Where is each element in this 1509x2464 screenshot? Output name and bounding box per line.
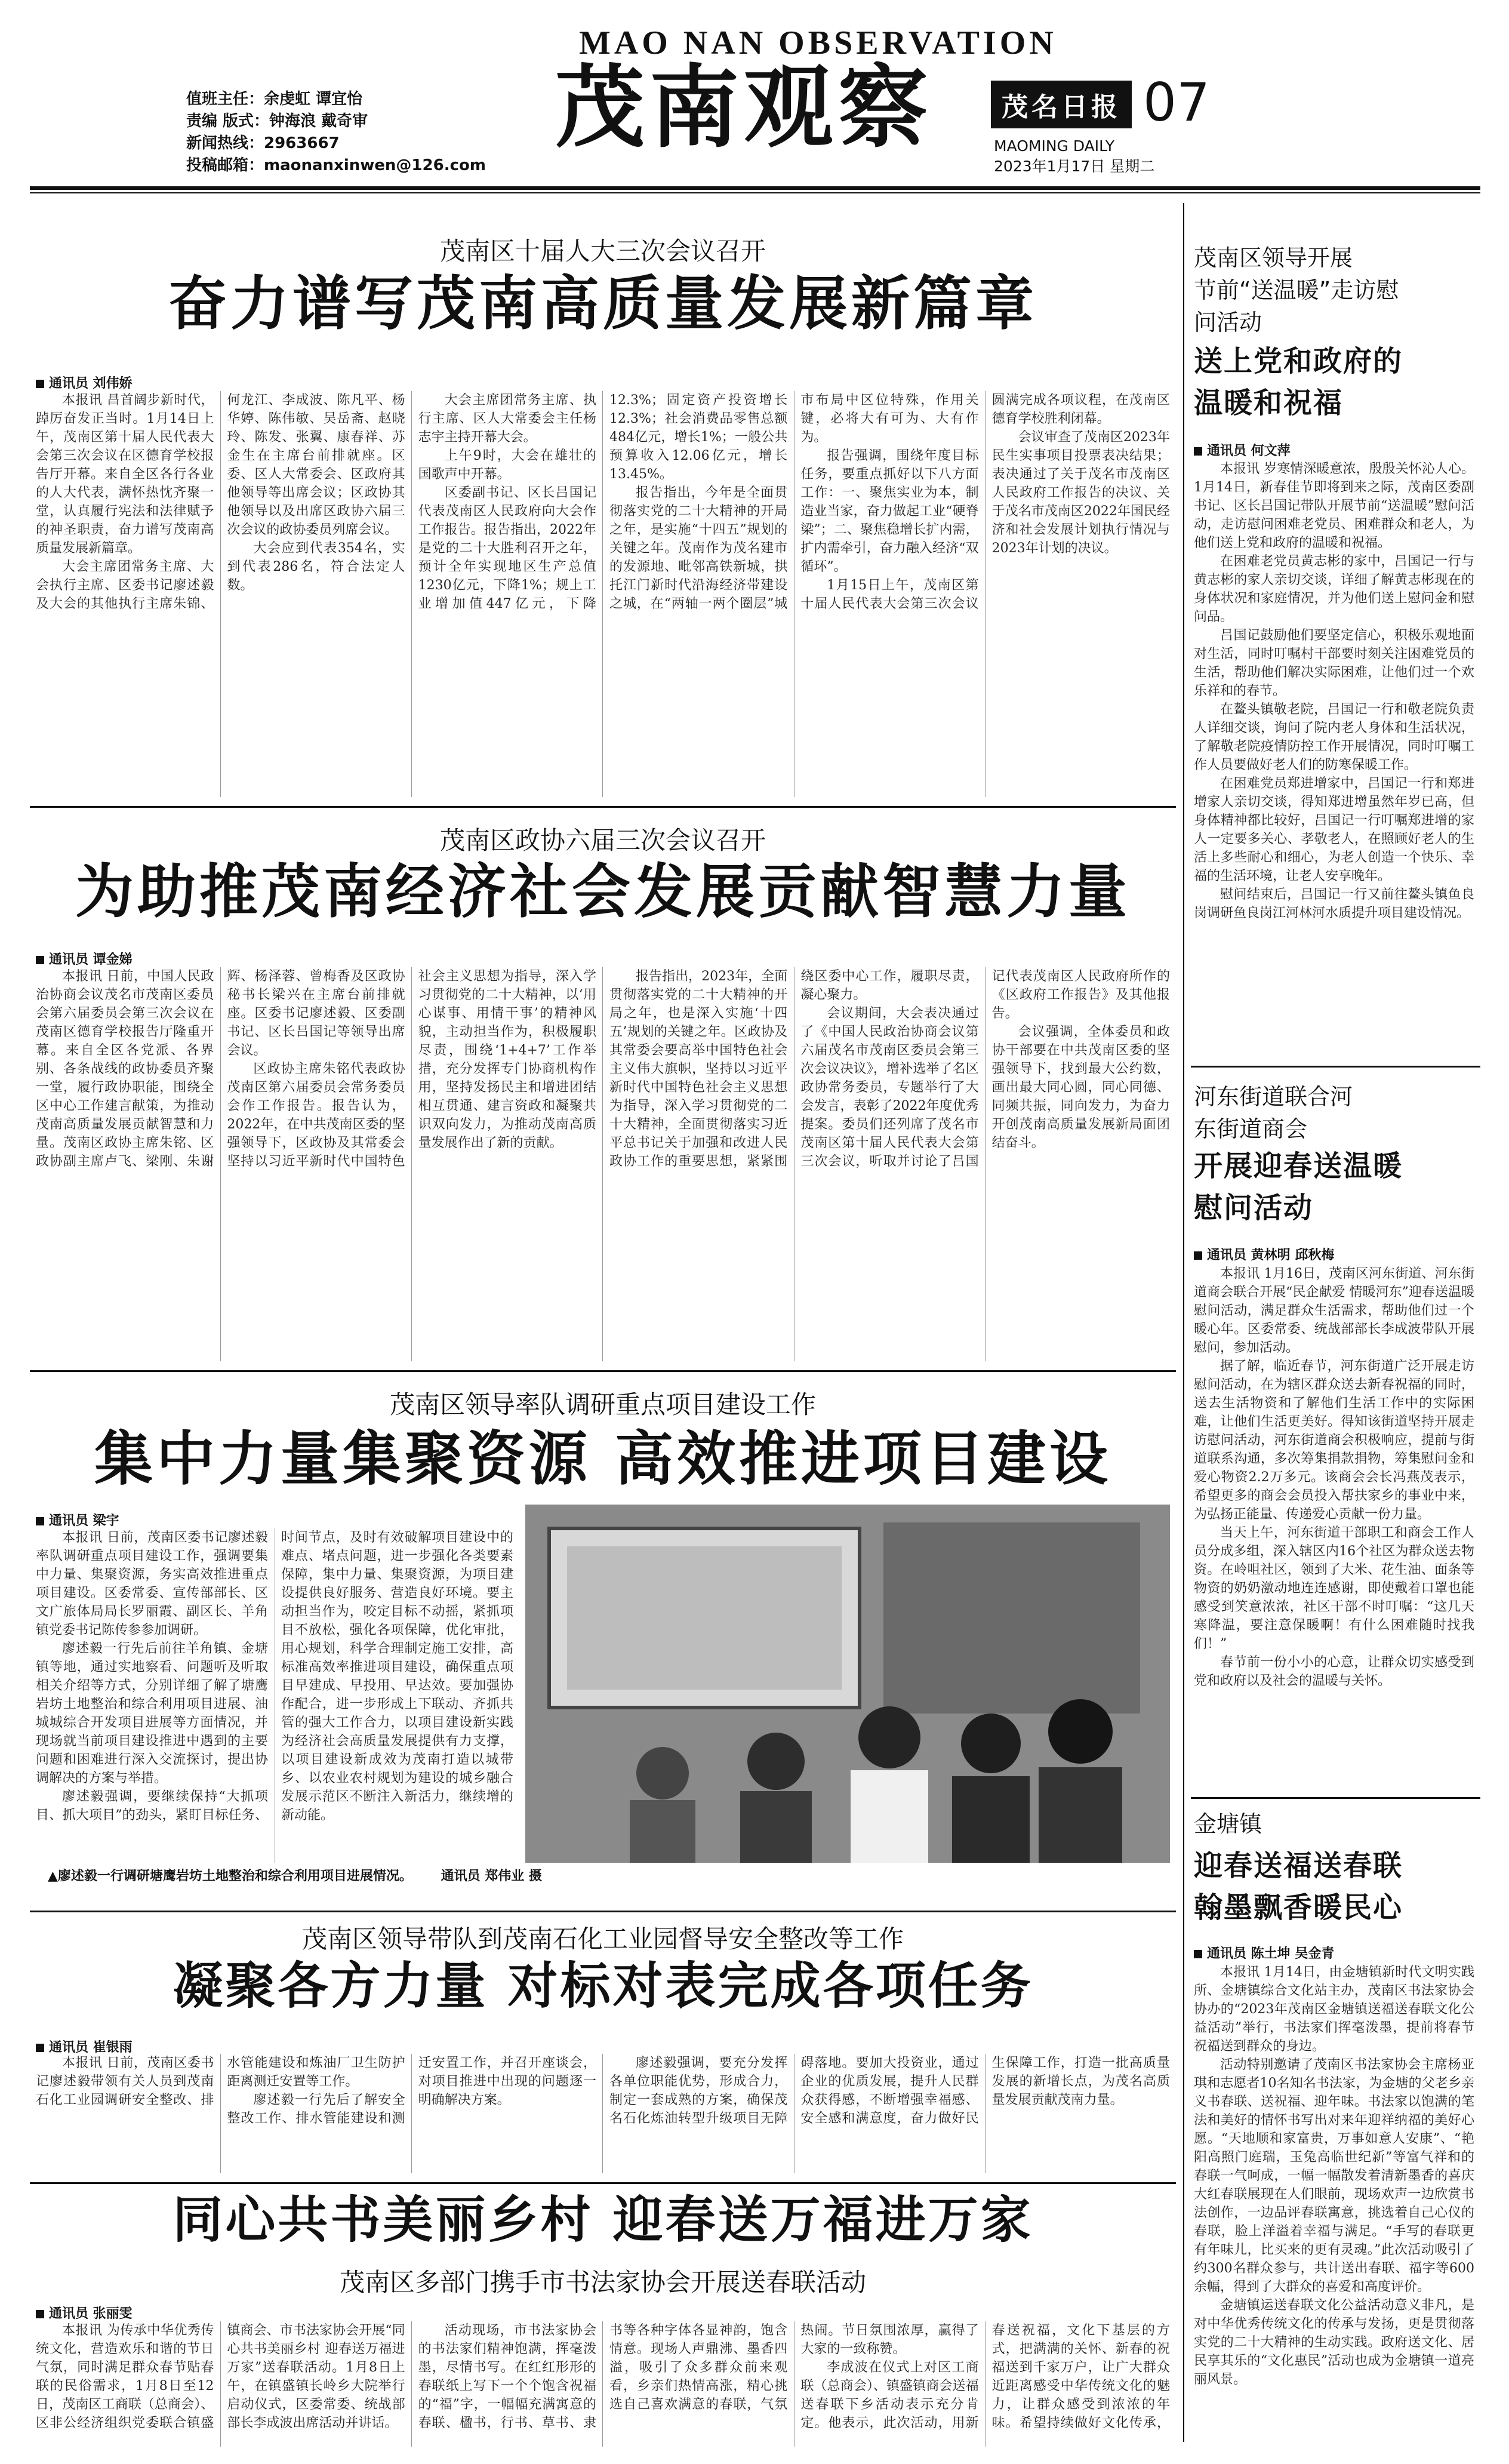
article5-headline: 同心共书美丽乡村 迎春送万福进万家 — [173, 2190, 1033, 2249]
article2-paragraph: 会议期间，大会表决通过了《中国人民政治协商会议第六届茂名市茂南区委员会第三次会议决议》，增补选举了名区政协常务委员，专题举行了大会发言，表彰了2022年度优秀提案。委员们还列席了茂名市茂南区第十届人民代表大会第三次会议，听取并讨论了吕国记代表茂南区人民政府所作的《区政府工作报告》及其他报告。 — [800, 969, 1170, 1169]
article2-paragraph: 会议强调，全体委员和政协干部要在中共茂南区委的坚强领导下，找到最大公约数，画出最大同心圆，同心同德、同频共振，同向发力，为奋力开创茂南高质量发展新局面团结奋斗。 — [991, 1025, 1170, 1151]
masthead-english-label: MAO NAN OBSERVATION — [579, 24, 1057, 61]
section-divider — [30, 1911, 1176, 1912]
masthead-bottom-rule-thin — [30, 192, 1480, 193]
side1-kicker-line: 茂南区领导开展 — [1194, 245, 1353, 271]
side-divider — [1191, 1066, 1480, 1068]
article4-body — [36, 2054, 1170, 2173]
side3-headline-line: 迎春送福送春联 — [1194, 1849, 1403, 1882]
side3-paragraph: 本报讯 1月14日，由金塘镇新时代文明实践所、金塘镇综合文化站主办，茂南区书法家协会协办的“2023年茂南区金塘镇送福送春联文化公益活动”举行，书法家们挥毫泼墨，提前将春节祝福送到群众的身边。 — [1194, 1965, 1474, 2054]
article3-paragraph: 本报讯 日前，茂南区委书记廖述毅率队调研重点项目建设工作，强调要集中力量、集聚资源，务实高效推进重点项目建设。区委常委、宣传部部长、区文广旅体局局长罗丽霞、副区长、羊角镇党委书记陈传参参加调研。 — [36, 1530, 268, 1638]
issue-date: 2023年1月17日 星期二 — [994, 158, 1155, 175]
side1-kicker — [1194, 242, 1474, 339]
side2-body — [1194, 1265, 1474, 1790]
article1-paragraph: 大会主席团常务主席、执行主席、区人大常委会主任杨志宇主持开幕大会。 — [418, 393, 596, 445]
article5-paragraph: 李成波在仪式上对区工商联（总商会）、镇盛镇商会送福送春联下乡活动表示充分肯定。他表示，此次活动，用新春送祝福，文化下基层的方式，把满满的关怀、新春的祝福送到千家万户，让广大群众近距离感受中华传统文化的魅力，让群众感受到浓浓的年味。希望持续做好文化传承， — [800, 2323, 1170, 2431]
side2-paragraph: 春节前一份小小的心意，让群众切实感受到党和政府以及社会的温暖与关怀。 — [1194, 1655, 1474, 1688]
article4-headline: 凝聚各方力量 对标对表完成各项任务 — [173, 1956, 1033, 2015]
article5-body — [36, 2321, 1170, 2447]
article1-paragraph: 会议审查了茂南区2023年民生实事项目投票表决结果；表决通过了关于茂名市茂南区人民政府工作报告的决议、关于茂名市茂南区2022年国民经济和社会发展计划执行情况与2023年计划的决议。 — [991, 430, 1170, 556]
article2-kicker: 茂南区政协六届三次会议召开 — [439, 826, 766, 855]
article4-paragraph: 廖述毅一行先后了解安全整改工作、排水管能建设和测迁安置工作，并召开座谈会，对项目推进中出现的问题逐一明确解决方案。 — [227, 2056, 596, 2126]
side1-byline: 通讯员 何文萍 — [1194, 441, 1291, 459]
article5-paragraph: 本报讯 为传承中华优秀传统文化，营造欢乐和谐的节日气氛，同时满足群众春节贴春联的民俗需求，1月8日至12日，茂南区工商联（总商会）、区非公经济组织党委联合镇盛镇商会、市书法家协会开展“同心共书美丽乡村 迎春送万福进万家”送春联活动。1月8日上午，在镇盛镇长岭乡大院举行启动仪式，区委常委、统战部部长李成波出席活动并讲话。 — [36, 2323, 405, 2431]
article4-paragraph: 本报讯 日前，茂南区委书记廖述毅带领有关人员到茂南石化工业园调研安全整改、排水管能建设和炼油厂卫生防护距离测迁安置等工作。 — [36, 2056, 405, 2108]
article2-paragraph: 本报讯 日前，中国人民政治协商会议茂名市茂南区委员会第六届委员会第三次会议在茂南区德育学校报告厅隆重开幕。来自全区各党派、各界别、各条战线的政协委员齐聚一堂，履行政协职能，围绕全区中心工作建言献策，为推动茂南高质量发展贡献智慧和力量。茂南区政协主席朱铭、区政协副主席卢飞、梁刚、朱谢辉、杨泽蓉、曾梅香及区政协秘书长梁兴在主席台前排就座。区委书记廖述毅、区委副书记、区长吕国记等领导出席会议。 — [36, 969, 405, 1169]
credit-duty-editor: 值班主任：余虔虹 谭宜怡 — [186, 90, 363, 108]
article2-byline: 通讯员 谭金娣 — [36, 949, 133, 968]
side2-headline — [1194, 1145, 1474, 1229]
side1-paragraph: 在困难党员郑进增家中，吕国记一行和郑进增家人亲切交谈，得知郑进增虽然年岁已高，但身体精神都比较好，吕国记一行叮嘱郑进增的家人一定要多关心、孝敬老人，在照顾好老人的生活上多些耐心和细心，为老人创造一个快乐、幸福的生活环境，让老人安享晚年。 — [1194, 776, 1474, 884]
article3-photo — [525, 1505, 1170, 1863]
article1-paragraph: 1月15日上午，茂南区第十届人民代表大会第三次会议圆满完成各项议程，在茂南区德育学校胜利闭幕。 — [800, 393, 1170, 611]
side2-paragraph: 当天上午，河东街道干部职工和商会工作人员分成多组，深入辖区内16个社区为群众送去物资。在岭咀社区，领到了大米、花生油、面条等物资的奶奶激动地连连感谢，即使戴着口罩也能感受到笑意浓浓，社区干部不时叮嘱：“这几天寒降温，要注意保暖啊！有什么困难随时找我们！” — [1194, 1525, 1474, 1651]
side1-headline-line: 送上党和政府的 — [1194, 344, 1403, 378]
article2-paragraph: 报告指出，2023年，全面贯彻落实党的二十大精神的开局之年，也是深入实施‘十四五’规划的关键之年。区政协及其常委会要高举中国特色社会主义伟大旗帜，坚持以习近平新时代中国特色社会主义思想为指导，深入学习贯彻党的二十大精神，全面贯彻落实习近平总书记关于加强和改进人民政协工作的重要思想，紧紧围绕区委中心工作，履职尽责，凝心聚力。 — [609, 969, 979, 1169]
article1-paragraph: 报告指出，今年是全面贯彻落实党的二十大精神的开局之年，是实施“十四五”规划的关键之年。茂南作为茂名建市的发源地、毗邻高铁新城，拱托江门新时代沿海经济带建设之城，在“两轴一两个圈层”城市布局中区位特殊，作用关键，必将大有可为、大有作为。 — [609, 393, 979, 611]
side2-headline-line: 开展迎春送温暖 — [1194, 1149, 1403, 1183]
newspaper-logo: 茂名日报 — [991, 81, 1132, 128]
article1-headline: 奋力谱写茂南高质量发展新篇章 — [168, 269, 1037, 338]
article5-kicker: 茂南区多部门携手市书法家协会开展送春联活动 — [339, 2268, 866, 2297]
side2-byline: 通讯员 黄林明 邱秋梅 — [1194, 1245, 1334, 1263]
article4-kicker: 茂南区领导带队到茂南石化工业园督导安全整改等工作 — [301, 1924, 904, 1954]
article1-kicker: 茂南区十届人大三次会议召开 — [439, 236, 766, 266]
section-divider — [30, 2182, 1176, 2184]
side1-kicker-line: 节前“送温暖”走访慰 — [1194, 277, 1399, 303]
masthead-bottom-rule — [30, 186, 1480, 190]
article1-paragraph: 大会主席团常务主席、大会执行主席、区委书记廖述毅及大会的其他执行主席朱锦、何龙江、李成波、陈凡平、杨华婷、陈伟敏、吴岳斋、赵晓玲、陈发、张翼、康春祥、苏金生在主席台前排就座。区委、区人大常委会、区政府其他领导等出席会议；区政协其他领导以及出席区政协六届三次会议的政协委员列席会议。 — [36, 393, 405, 611]
article1-paragraph: 上午9时，大会在雄壮的国歌声中开幕。 — [418, 448, 596, 482]
side2-kicker-line: 河东街道联合河 — [1194, 1084, 1353, 1110]
article2-body — [36, 967, 1170, 1361]
article3-kicker: 茂南区领导率队调研重点项目建设工作 — [389, 1390, 816, 1419]
side1-body — [1194, 460, 1474, 1057]
side2-paragraph: 据了解，临近春节，河东街道广泛开展走访慰问活动，在为辖区群众送去新春祝福的同时，送去生活物资和了解他们生活工作中的实际困难，让他们生活更美好。得知该街道坚持开展走访慰问活动，河东街道商会积极响应，提前与街道联系沟通，多次筹集捐款捐物，筹集慰问金和爱心物资2.2万多元。该商会会长冯燕茂表示，希望更多的商会会员投入帮扶家乡的事业中来，为弘扬正能量、传递爱心贡献一份力量。 — [1194, 1359, 1474, 1522]
side1-paragraph: 在鳌头镇敬老院，吕国记一行和敬老院负责人详细交谈，询问了院内老人身体和生活状况，了解敬老院疫情防控工作开展情况，同时叮嘱工作人员要做好老人们的防寒保暖工作。 — [1194, 702, 1474, 773]
credit-layout-editor: 责编 版式：钟海浪 戴奇审 — [186, 112, 368, 130]
side2-headline-line: 慰问活动 — [1194, 1191, 1314, 1225]
side2-kicker — [1194, 1081, 1474, 1145]
credit-hotline: 新闻热线：2963667 — [186, 134, 340, 152]
side1-paragraph: 吕国记鼓励他们要坚定信心，积极乐观地面对生活，同时叮嘱村干部要时刻关注困难党员的生活，帮助他们解决实际困难，让他们过一个欢乐祥和的春节。 — [1194, 628, 1474, 699]
article5-byline: 通讯员 张丽雯 — [36, 2303, 133, 2322]
side1-paragraph: 在困难老党员黄志彬的家中，吕国记一行与黄志彬的家人亲切交谈，详细了解黄志彬现在的身体状况和家庭情况，并为他们送上慰问金和慰问品。 — [1194, 554, 1474, 625]
article3-photo-caption — [48, 1868, 1170, 1885]
article1-body — [36, 391, 1170, 797]
side3-headline-line: 翰墨飘香暖民心 — [1194, 1891, 1403, 1924]
right-rail-divider — [1183, 203, 1184, 2442]
article1-paragraph: 区委副书记、区长吕国记代表茂南区人民政府向大会作工作报告。报告指出，2022年是党的二十大胜利召开之年，预计全年实现地区生产总值1230亿元，下降1%；规上工业增加值447亿元，下降12.3%；固定资产投资增长12.3%；社会消费品零售总额484亿元，增长1%；一般公共预算收入12.06亿元，增长13.45%。 — [418, 393, 788, 611]
side1-paragraph: 本报讯 岁寒情深暖意浓，殷殷关怀沁人心。1月14日，新春佳节即将到来之际，茂南区委副书记、区长吕国记带队开展节前“送温暖”慰问活动，走访慰问困难老党员、困难群众和老人，为他们送上党和政府的温暖和祝福。 — [1194, 462, 1474, 550]
article3-byline: 通讯员 梁宇 — [36, 1511, 119, 1529]
side3-body — [1194, 1963, 1474, 2447]
article5-paragraph: 活动现场，市书法家协会的书法家们精神饱满，挥毫泼墨，尽情书写。在红红形形的春联纸上写下一个个饱含祝福的“福”字，一幅幅充满寓意的春联、楹书，行书、草书、隶书等各种字体各显神韵，饱含情意。现场人声鼎沸、墨香四溢，吸引了众多群众前来观看，乡亲们热情高涨，精心挑选自己喜欢满意的春联，气氛热闹。节日氛围浓厚，赢得了大家的一致称赞。 — [418, 2323, 979, 2431]
side3-paragraph: 金塘镇运送春联文化公益活动意义非凡，是对中华优秀传统文化的传承与发扬，更是贯彻落实党的二十大精神的生动实践。政府送文化、居民享其乐的“文化惠民”活动也成为金塘镇一道亮丽风景。 — [1194, 2298, 1474, 2387]
side1-headline-line: 温暖和祝福 — [1194, 386, 1344, 420]
side2-kicker-line: 东街道商会 — [1194, 1116, 1308, 1142]
article1-byline: 通讯员 刘伟娇 — [36, 373, 133, 392]
article1-paragraph: 大会应到代表354名，实到代表286名，符合法定人数。 — [227, 541, 405, 593]
side3-headline — [1194, 1845, 1474, 1928]
photo-credit: 通讯员 郑伟业 摄 — [441, 1869, 542, 1884]
article4-paragraph: 廖述毅强调，要充分发挥各单位职能优势，形成合力，制定一套成熟的方案，确保茂名石化炼油转型升级项目无障碍落地。要加大投资业，通过企业的优质发展，提升人民群众获得感，不断增强幸福感、安全感和满意度，奋力做好民生保障工作，打造一批高质量发展的新增长点，为茂名高质量发展贡献茂南力量。 — [609, 2056, 1170, 2126]
article2-headline: 为助推茂南经济社会发展贡献智慧力量 — [75, 857, 1131, 926]
article3-headline: 集中力量集聚资源 高效推进项目建设 — [94, 1425, 1112, 1493]
side3-paragraph: 活动特别邀请了茂南区书法家协会主席杨亚琪和志愿者10名知名书法家，为金塘的父老乡亲义书春联、送祝福、迎年味。书法家以饱满的笔法和美好的情怀书写出对来年迎祥纳福的美好心愿。“天地顺和家富贵，万事如意人安康”、“艳阳高照门庭瑞，玉兔高临世纪新”等富气祥和的春联一气呵成，一幅一幅散发着清新墨香的喜庆大红春联展现在人们眼前，现场欢声一边欣赏书法创作，一边品评春联寓意，挑选着自己心仪的春联，脸上洋溢着幸福与满足。“手写的春联更有年味儿，比买来的更有灵魂。”此次活动吸引了约300名群众参与，共计送出春联、福字等600余幅，得到了大群众的喜爱和高度评价。 — [1194, 2057, 1474, 2294]
article3-paragraph: 廖述毅一行先后前往羊角镇、金塘镇等地，通过实地察看、问题听及听取相关介绍等方式，分别详细了解了塘鹰岩坊土地整治和综合利用项目进展、油城城综合开发项目进展等方面情况，并现场就当前项目建设推进中遇到的主要问题和困难进行深入交流探讨，提出协调解决的方案与举措。 — [36, 1641, 268, 1786]
masthead-credits — [186, 88, 521, 177]
paper-english-name: MAOMING DAILY — [994, 137, 1115, 155]
article3-body — [36, 1528, 513, 1863]
credit-email: 投稿邮箱：maonanxinwen@126.com — [186, 156, 486, 174]
article2-paragraph: 区政协主席朱铭代表政协茂南区第六届委员会常务委员会作工作报告。报告认为，2022年，在中共茂南区委的坚强领导下，区政协及其常委会坚持以习近平新时代中国特色社会主义思想为指导，深入学习贯彻党的二十大精神，以‘用心谋事、用情干事’的精神风貌，主动担当作为，积极履职尽责，围绕‘1+4+7’工作举措，充分发挥专门协商机构作用，坚持发扬民主和增进团结相互贯通、建言资政和凝聚共识双向发力，为推动茂南高质量发展作出了新的贡献。 — [227, 969, 596, 1169]
side3-kicker-line: 金塘镇 — [1194, 1811, 1262, 1837]
side-divider — [1191, 1797, 1480, 1799]
article1-paragraph: 本报讯 昌首阔步新时代，踔厉奋发正当时。1月14日上午，茂南区第十届人民代表大会第三次会议在区德育学校报告厅开幕。来自全区各行各业的人大代表，满怀热忱齐聚一堂，认真履行宪法和法律赋予的神圣职责，奋力谱写茂南高质量发展新篇章。 — [36, 393, 214, 556]
page-number: 07 — [1143, 72, 1210, 133]
masthead-title: 茂南观察 — [555, 55, 933, 160]
article4-byline: 通讯员 崔银雨 — [36, 2037, 133, 2056]
photo-placeholder-icon — [525, 1505, 1170, 1863]
photo-caption-text: ▲廖述毅一行调研塘鹰岩坊土地整治和综合利用项目进展情况。 — [48, 1869, 412, 1884]
side3-kicker — [1194, 1808, 1474, 1840]
side3-byline: 通讯员 陈土坤 吴金青 — [1194, 1943, 1334, 1962]
side1-headline — [1194, 340, 1474, 424]
side1-kicker-line: 问活动 — [1194, 309, 1262, 336]
side1-paragraph: 慰问结束后，吕国记一行又前往鳌头镇鱼良岗调研鱼良岗江河林河水质提升项目建设情况。 — [1194, 887, 1474, 921]
article1-paragraph: 报告强调，围绕年度目标任务，要重点抓好以下八方面工作：一、聚焦实业为本，制造业当家，奋力做起工业“硬脊梁”；二、聚焦稳增长扩内需，扩内需牵引，奋力融入经济“双循环”。 — [800, 448, 979, 574]
section-divider — [30, 1370, 1176, 1372]
section-divider — [30, 806, 1176, 808]
side2-paragraph: 本报讯 1月16日，茂南区河东街道、河东街道商会联合开展“民企献爱 情暖河东”迎春送温暖慰问活动，满足群众生活需求，帮助他们过一个暖心年。区委常委、统战部部长李成波带队开展慰问，参加活动。 — [1194, 1266, 1474, 1355]
article3-paragraph: 廖述毅强调，要继续保持“大抓项目、抓大项目”的劲头，紧盯目标任务、时间节点，及时有效破解项目建设中的难点、堵点问题，进一步强化各类要素保障，集中力量、集聚资源，为项目建设提供良好服务、营造良好环境。要主动担当作为，咬定目标不动摇，紧抓项目不放松，强化各项保障，优化审批，用心规划，科学合理制定施工安排，高标准高效率推进项目建设，确保重点项目早建成、早投用、早达效。要加强协作配合，进一步形成上下联动、齐抓共管的强大工作合力，以项目建设新实践为经济社会高质量发展提供有力支撑，以项目建设新成效为茂南打造以城带乡、以农业农村规划为建设的城乡融合发展示范区不断注入新活力，继续增的新动能。 — [36, 1530, 513, 1823]
